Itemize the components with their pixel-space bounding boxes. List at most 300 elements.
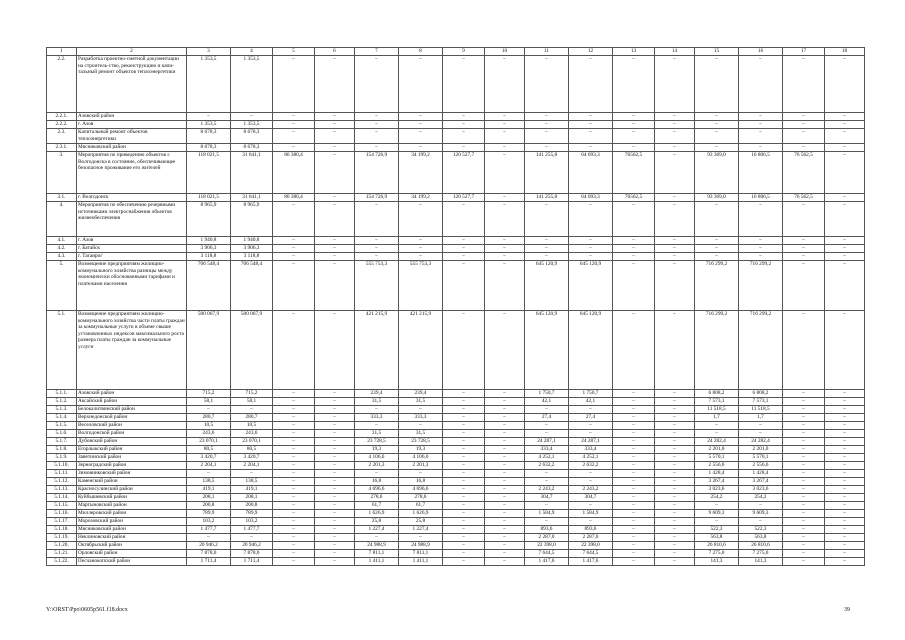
value-cell: –: [739, 518, 783, 526]
value-cell: –: [315, 534, 355, 542]
value-cell: –: [443, 113, 485, 121]
value-cell: 2 204,1: [231, 462, 273, 470]
value-cell: –: [783, 494, 825, 502]
row-number-cell: 5.1.22.: [47, 558, 77, 566]
value-cell: –: [825, 390, 865, 398]
table-row: [47, 486, 865, 494]
value-cell: –: [525, 202, 569, 237]
value-cell: 304,7: [569, 494, 613, 502]
value-cell: –: [485, 454, 525, 462]
value-cell: –: [739, 430, 783, 438]
value-cell: 2 201,0: [695, 446, 739, 454]
value-cell: 4 696,6: [355, 486, 399, 494]
value-cell: –: [783, 542, 825, 550]
value-cell: 1 411,1: [399, 558, 443, 566]
value-cell: –: [655, 237, 695, 245]
value-cell: –: [273, 446, 315, 454]
value-cell: 1 417,6: [525, 558, 569, 566]
value-cell: 16 806,5: [739, 194, 783, 202]
row-number-cell: 5.1.15.: [47, 502, 77, 510]
value-cell: –: [739, 422, 783, 430]
value-cell: –: [569, 422, 613, 430]
value-cell: –: [485, 406, 525, 414]
value-cell: 716 299,2: [739, 261, 783, 311]
value-cell: –: [613, 470, 655, 478]
value-cell: 645 120,9: [525, 261, 569, 311]
value-cell: 278,6: [399, 494, 443, 502]
value-cell: –: [613, 542, 655, 550]
column-number-cell: 9: [443, 48, 485, 56]
value-cell: –: [783, 478, 825, 486]
column-number-cell: 14: [655, 48, 695, 56]
value-cell: –: [485, 113, 525, 121]
value-cell: –: [695, 430, 739, 438]
value-cell: –: [485, 446, 525, 454]
row-name-cell: Морозовский район: [77, 518, 187, 526]
value-cell: –: [783, 253, 825, 261]
value-cell: –: [613, 478, 655, 486]
value-cell: 200,8: [231, 502, 273, 510]
value-cell: –: [315, 121, 355, 129]
value-cell: –: [655, 144, 695, 152]
row-number-cell: 5.1.5.: [47, 422, 77, 430]
value-cell: –: [825, 253, 865, 261]
value-cell: –: [187, 113, 231, 121]
value-cell: –: [315, 494, 355, 502]
value-cell: –: [315, 518, 355, 526]
value-cell: –: [655, 542, 695, 550]
value-cell: –: [399, 237, 443, 245]
value-cell: –: [355, 113, 399, 121]
value-cell: –: [315, 526, 355, 534]
value-cell: –: [783, 518, 825, 526]
value-cell: –: [655, 129, 695, 144]
value-cell: –: [485, 438, 525, 446]
value-cell: –: [485, 510, 525, 518]
value-cell: 280,7: [231, 414, 273, 422]
value-cell: 421 215,9: [399, 311, 443, 390]
value-cell: –: [315, 446, 355, 454]
value-cell: –: [825, 194, 865, 202]
row-name-cell: г. Азов: [77, 121, 187, 129]
value-cell: –: [655, 518, 695, 526]
table-row: [47, 390, 865, 398]
value-cell: –: [273, 422, 315, 430]
row-name-cell: Зерноградский район: [77, 462, 187, 470]
value-cell: –: [825, 56, 865, 113]
column-number-cell: 3: [187, 48, 231, 56]
value-cell: 1 428,4: [695, 470, 739, 478]
value-cell: –: [783, 446, 825, 454]
value-cell: –: [443, 550, 485, 558]
value-cell: 120 527,7: [443, 152, 485, 194]
row-name-cell: Дубовский район: [77, 438, 187, 446]
value-cell: –: [655, 438, 695, 446]
value-cell: –: [485, 550, 525, 558]
value-cell: –: [825, 406, 865, 414]
table-row: [47, 518, 865, 526]
value-cell: –: [739, 129, 783, 144]
value-cell: 20 946,2: [187, 542, 231, 550]
row-name-cell: Красносулинский район: [77, 486, 187, 494]
value-cell: 3 023,6: [695, 486, 739, 494]
value-cell: –: [315, 253, 355, 261]
value-cell: –: [655, 462, 695, 470]
value-cell: –: [315, 237, 355, 245]
value-cell: 8 965,9: [231, 202, 273, 237]
value-cell: 19,3: [399, 446, 443, 454]
value-cell: –: [569, 121, 613, 129]
value-cell: –: [655, 422, 695, 430]
row-name-cell: Веселовский район: [77, 422, 187, 430]
value-cell: 76562,5: [613, 194, 655, 202]
table-row: [47, 194, 865, 202]
value-cell: –: [569, 129, 613, 144]
value-cell: 278,6: [355, 494, 399, 502]
value-cell: –: [613, 486, 655, 494]
value-cell: 419,1: [231, 486, 273, 494]
value-cell: –: [443, 406, 485, 414]
value-cell: 5 570,1: [739, 454, 783, 462]
value-cell: –: [783, 129, 825, 144]
value-cell: –: [273, 510, 315, 518]
value-cell: –: [355, 202, 399, 237]
value-cell: 2 201,3: [399, 462, 443, 470]
value-cell: 1 711,4: [231, 558, 273, 566]
value-cell: 42,1: [525, 398, 569, 406]
value-cell: 24 287,1: [525, 438, 569, 446]
table-row: [47, 558, 865, 566]
value-cell: 1 477,7: [231, 526, 273, 534]
row-name-cell: Неклиновский район: [77, 534, 187, 542]
value-cell: –: [569, 470, 613, 478]
value-cell: –: [613, 422, 655, 430]
value-cell: 80,5: [231, 446, 273, 454]
value-cell: –: [783, 486, 825, 494]
value-cell: –: [485, 398, 525, 406]
row-number-cell: 2.2.1.: [47, 113, 77, 121]
value-cell: 11 518,5: [695, 406, 739, 414]
value-cell: 24 282,4: [695, 438, 739, 446]
value-cell: 8 678,3: [231, 129, 273, 144]
column-number-cell: 18: [825, 48, 865, 56]
value-cell: 19,3: [355, 446, 399, 454]
value-cell: –: [825, 311, 865, 390]
value-cell: –: [443, 446, 485, 454]
value-cell: –: [825, 152, 865, 194]
value-cell: –: [655, 558, 695, 566]
value-cell: 23 728,5: [355, 438, 399, 446]
value-cell: –: [399, 534, 443, 542]
value-cell: 1 227,4: [355, 526, 399, 534]
value-cell: –: [443, 144, 485, 152]
value-cell: –: [613, 390, 655, 398]
value-cell: 3 023,6: [739, 486, 783, 494]
value-cell: –: [825, 510, 865, 518]
value-cell: –: [485, 390, 525, 398]
row-name-cell: Песчанокопский район: [77, 558, 187, 566]
value-cell: –: [613, 502, 655, 510]
table-row: [47, 510, 865, 518]
value-cell: –: [695, 129, 739, 144]
value-cell: –: [443, 518, 485, 526]
value-cell: –: [485, 202, 525, 237]
value-cell: 254,2: [695, 494, 739, 502]
value-cell: –: [655, 390, 695, 398]
value-cell: 1 711,4: [187, 558, 231, 566]
row-number-cell: 3.: [47, 152, 77, 194]
value-cell: 3 906,3: [231, 245, 273, 253]
value-cell: 138,5: [187, 478, 231, 486]
value-cell: 24 282,4: [739, 438, 783, 446]
value-cell: 24 287,1: [569, 438, 613, 446]
value-cell: –: [399, 422, 443, 430]
value-cell: 20 946,2: [231, 542, 273, 550]
value-cell: 24 988,9: [399, 542, 443, 550]
value-cell: –: [525, 245, 569, 253]
table-row: [47, 438, 865, 446]
value-cell: 10,5: [187, 422, 231, 430]
value-cell: 208,1: [231, 494, 273, 502]
value-cell: –: [569, 478, 613, 486]
value-cell: –: [655, 454, 695, 462]
value-cell: –: [443, 422, 485, 430]
value-cell: –: [273, 113, 315, 121]
value-cell: –: [695, 56, 739, 113]
value-cell: 645 120,9: [569, 261, 613, 311]
value-cell: –: [485, 56, 525, 113]
value-cell: 80,5: [187, 446, 231, 454]
value-cell: 1 626,9: [399, 510, 443, 518]
value-cell: –: [273, 454, 315, 462]
row-name-cell: Мясниковский район: [77, 144, 187, 152]
table-row: [47, 152, 865, 194]
value-cell: –: [825, 129, 865, 144]
value-cell: –: [525, 237, 569, 245]
value-cell: –: [825, 398, 865, 406]
value-cell: –: [355, 237, 399, 245]
value-cell: –: [525, 144, 569, 152]
column-number-cell: 7: [355, 48, 399, 56]
value-cell: 103,2: [231, 518, 273, 526]
column-number-cell: 12: [569, 48, 613, 56]
value-cell: –: [355, 406, 399, 414]
value-cell: –: [825, 202, 865, 237]
value-cell: –: [273, 414, 315, 422]
value-cell: 8 678,3: [231, 144, 273, 152]
value-cell: –: [569, 430, 613, 438]
value-cell: 7 878,0: [231, 550, 273, 558]
value-cell: 7 573,1: [739, 398, 783, 406]
value-cell: –: [739, 202, 783, 237]
value-cell: –: [443, 121, 485, 129]
value-cell: –: [485, 152, 525, 194]
value-cell: 239,4: [399, 390, 443, 398]
value-cell: 58,1: [231, 398, 273, 406]
value-cell: –: [613, 558, 655, 566]
value-cell: 500 067,9: [231, 311, 273, 390]
value-cell: –: [739, 113, 783, 121]
value-cell: –: [525, 518, 569, 526]
value-cell: –: [613, 237, 655, 245]
value-cell: –: [315, 406, 355, 414]
value-cell: –: [783, 202, 825, 237]
value-cell: –: [273, 311, 315, 390]
value-cell: –: [655, 510, 695, 518]
value-cell: –: [399, 245, 443, 253]
row-name-cell: Аксайский район: [77, 398, 187, 406]
value-cell: 243,6: [187, 430, 231, 438]
value-cell: –: [613, 510, 655, 518]
row-name-cell: г. Волгодонск: [77, 194, 187, 202]
value-cell: –: [613, 144, 655, 152]
row-name-cell: Волгодонской район: [77, 430, 187, 438]
value-cell: –: [695, 253, 739, 261]
value-cell: 3 267,4: [695, 478, 739, 486]
value-cell: –: [569, 202, 613, 237]
value-cell: –: [525, 129, 569, 144]
value-cell: 1 584,9: [569, 510, 613, 518]
table-row: [47, 454, 865, 462]
value-cell: –: [315, 470, 355, 478]
value-cell: –: [273, 398, 315, 406]
value-cell: –: [569, 253, 613, 261]
value-cell: –: [825, 558, 865, 566]
value-cell: –: [783, 454, 825, 462]
value-cell: –: [655, 113, 695, 121]
table-row: [47, 542, 865, 550]
value-cell: –: [273, 237, 315, 245]
value-cell: –: [613, 534, 655, 542]
value-cell: –: [315, 129, 355, 144]
value-cell: –: [825, 486, 865, 494]
value-cell: –: [695, 502, 739, 510]
value-cell: –: [273, 470, 315, 478]
table-row: [47, 121, 865, 129]
value-cell: –: [443, 253, 485, 261]
value-cell: –: [315, 478, 355, 486]
value-cell: 1 353,5: [187, 56, 231, 113]
value-cell: –: [187, 534, 231, 542]
value-cell: –: [695, 422, 739, 430]
value-cell: 93 369,0: [695, 152, 739, 194]
value-cell: 118 021,5: [187, 194, 231, 202]
value-cell: –: [783, 534, 825, 542]
row-name-cell: Белокалитвинский район: [77, 406, 187, 414]
value-cell: 7 275,0: [695, 550, 739, 558]
value-cell: –: [695, 121, 739, 129]
value-cell: –: [443, 430, 485, 438]
value-cell: –: [485, 253, 525, 261]
row-name-cell: Азовский район: [77, 390, 187, 398]
value-cell: –: [825, 534, 865, 542]
value-cell: –: [273, 542, 315, 550]
value-cell: 4 696,6: [399, 486, 443, 494]
value-cell: –: [485, 494, 525, 502]
value-cell: –: [613, 253, 655, 261]
value-cell: 93 369,0: [695, 194, 739, 202]
value-cell: 2 201,0: [739, 446, 783, 454]
value-cell: –: [825, 526, 865, 534]
value-cell: –: [273, 56, 315, 113]
table-row: [47, 237, 865, 245]
value-cell: –: [613, 430, 655, 438]
value-cell: –: [655, 398, 695, 406]
value-cell: –: [613, 454, 655, 462]
value-cell: 1,7: [739, 414, 783, 422]
value-cell: 1 584,9: [525, 510, 569, 518]
value-cell: –: [655, 245, 695, 253]
value-cell: –: [443, 470, 485, 478]
value-cell: –: [655, 478, 695, 486]
row-number-cell: 5.1.8.: [47, 446, 77, 454]
row-number-cell: 5.1.10.: [47, 462, 77, 470]
row-number-cell: 5.1.4.: [47, 414, 77, 422]
value-cell: –: [655, 311, 695, 390]
table-row: [47, 56, 865, 113]
value-cell: –: [485, 414, 525, 422]
value-cell: –: [783, 121, 825, 129]
value-cell: 3 118,8: [187, 253, 231, 261]
value-cell: –: [315, 438, 355, 446]
value-cell: –: [783, 56, 825, 113]
row-name-cell: Мероприятия по обеспечению резервными источниками электроснабжения объектов жизнеобеспечения: [77, 202, 187, 237]
value-cell: 706 548,4: [231, 261, 273, 311]
value-cell: –: [783, 462, 825, 470]
value-cell: –: [273, 390, 315, 398]
value-cell: –: [443, 462, 485, 470]
value-cell: 563,8: [695, 534, 739, 542]
value-cell: –: [613, 398, 655, 406]
table-row: [47, 478, 865, 486]
value-cell: –: [273, 534, 315, 542]
value-cell: 23 728,5: [399, 438, 443, 446]
value-cell: 1 750,7: [569, 390, 613, 398]
value-cell: –: [315, 194, 355, 202]
value-cell: –: [399, 121, 443, 129]
value-cell: –: [569, 502, 613, 510]
value-cell: –: [825, 430, 865, 438]
table-row: [47, 414, 865, 422]
value-cell: –: [485, 261, 525, 311]
value-cell: –: [315, 398, 355, 406]
value-cell: –: [655, 202, 695, 237]
row-number-cell: 4.3.: [47, 253, 77, 261]
column-number-cell: 13: [613, 48, 655, 56]
row-name-cell: Орловский район: [77, 550, 187, 558]
value-cell: –: [187, 406, 231, 414]
value-cell: –: [315, 261, 355, 311]
row-number-cell: 5.1.11.: [47, 470, 77, 478]
value-cell: –: [655, 414, 695, 422]
value-cell: –: [273, 245, 315, 253]
value-cell: –: [783, 558, 825, 566]
value-cell: –: [315, 414, 355, 422]
row-name-cell: Октябрьский район: [77, 542, 187, 550]
value-cell: 3 420,7: [231, 454, 273, 462]
value-cell: 304,7: [525, 494, 569, 502]
value-cell: 1 750,7: [525, 390, 569, 398]
value-cell: –: [569, 406, 613, 414]
row-number-cell: 2.3.: [47, 129, 77, 144]
value-cell: –: [695, 202, 739, 237]
value-cell: 76 562,5: [783, 194, 825, 202]
value-cell: –: [355, 422, 399, 430]
value-cell: –: [443, 129, 485, 144]
value-cell: –: [783, 237, 825, 245]
row-name-cell: Каменский район: [77, 478, 187, 486]
value-cell: –: [783, 422, 825, 430]
